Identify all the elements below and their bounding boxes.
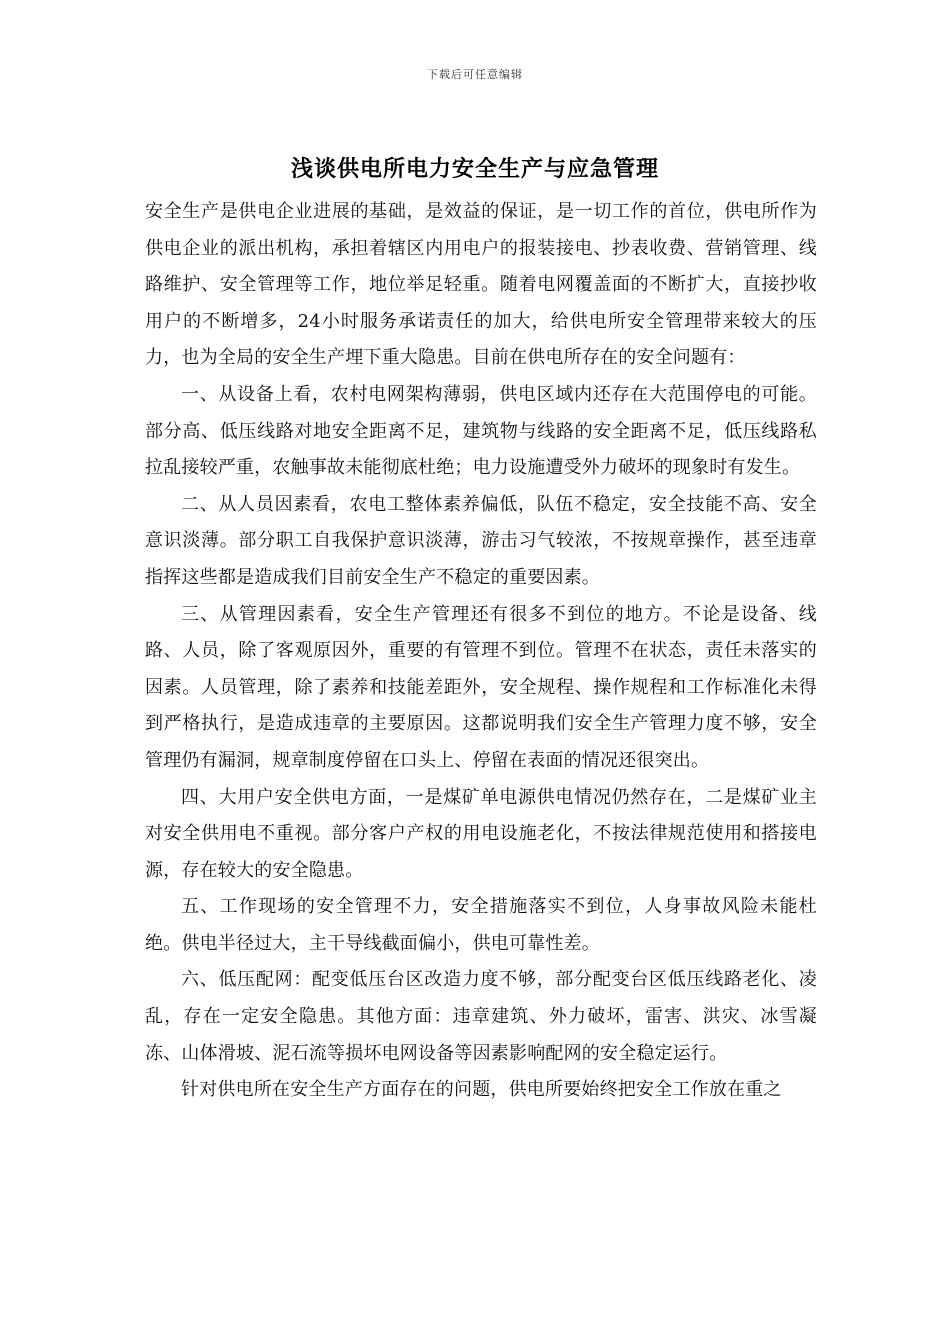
paragraph-equipment: 一、从设备上看，农村电网架构薄弱，供电区域内还存在大范围停电的可能。部分高、低压线路对地安全距离不足，建筑物与线路的安全距离不足，低压线路私拉乱接较严重，农触事故未能彻底杜绝；电力设施遭受外力破坏的现象时有发生。 (145, 383, 817, 479)
paragraph-personnel: 二、从人员因素看，农电工整体素养偏低，队伍不稳定，安全技能不高、安全意识淡薄。部分职工自我保护意识淡薄，游击习气较浓，不按规章操作，甚至违章指挥这些都是造成我们目前安全生产不稳定的重要因素。 (145, 493, 817, 588)
paragraph-low-voltage: 六、低压配网：配变低压台区改造力度不够，部分配变台区低压线路老化、凌乱，存在一定安全隐患。其他方面：违章建筑、外力破坏，雷害、洪灾、冰雪凝冻、山体滑坡、泥石流等损坏电网设备等因素影响配网的安全稳定运行。 (145, 969, 817, 1064)
paragraph-conclusion: 针对供电所在安全生产方面存在的问题，供电所要始终把安全工作放在重之 (181, 1079, 782, 1101)
header-note: 下载后可任意编辑 (427, 68, 523, 81)
document-body (145, 194, 817, 1109)
paragraph-large-users: 四、大用户安全供电方面，一是煤矿单电源供电情况仍然存在，二是煤矿业主对安全供用电不重视。部分客户产权的用电设施老化，不按法律规范使用和搭接电源，存在较大的安全隐患。 (145, 786, 817, 881)
paragraph-work-site: 五、工作现场的安全管理不力，安全措施落实不到位，人身事故风险未能杜绝。供电半径过大，主干导线截面偏小，供电可靠性差。 (145, 896, 817, 954)
paragraph-management: 三、从管理因素看，安全生产管理还有很多不到位的地方。不论是设备、线路、人员，除了客观原因外，重要的有管理不到位。管理不在状态，责任未落实的因素。人员管理，除了素养和技能差距外，安全规程、操作规程和工作标准化未得到严格执行，是造成违章的主要原因。这都说明我们安全生产管理力度不够，安全管理仍有漏洞，规章制度停留在口头上、停留在表面的情况还很突出。 (145, 603, 817, 771)
paragraph-intro: 安全生产是供电企业进展的基础，是效益的保证，是一切工作的首位，供电所作为供电企业的派出机构，承担着辖区内用电户的报装接电、抄表收费、营销管理、线路维护、安全管理等工作，地位举足轻重。随着电网覆盖面的不断扩大，直接抄收用户的不断增多，24小时服务承诺责任的加大，给供电所安全管理带来较大的压力，也为全局的安全生产埋下重大隐患。目前在供电所存在的安全问题有： (145, 201, 817, 369)
document-title: 浅谈供电所电力安全生产与应急管理 (290, 156, 659, 182)
